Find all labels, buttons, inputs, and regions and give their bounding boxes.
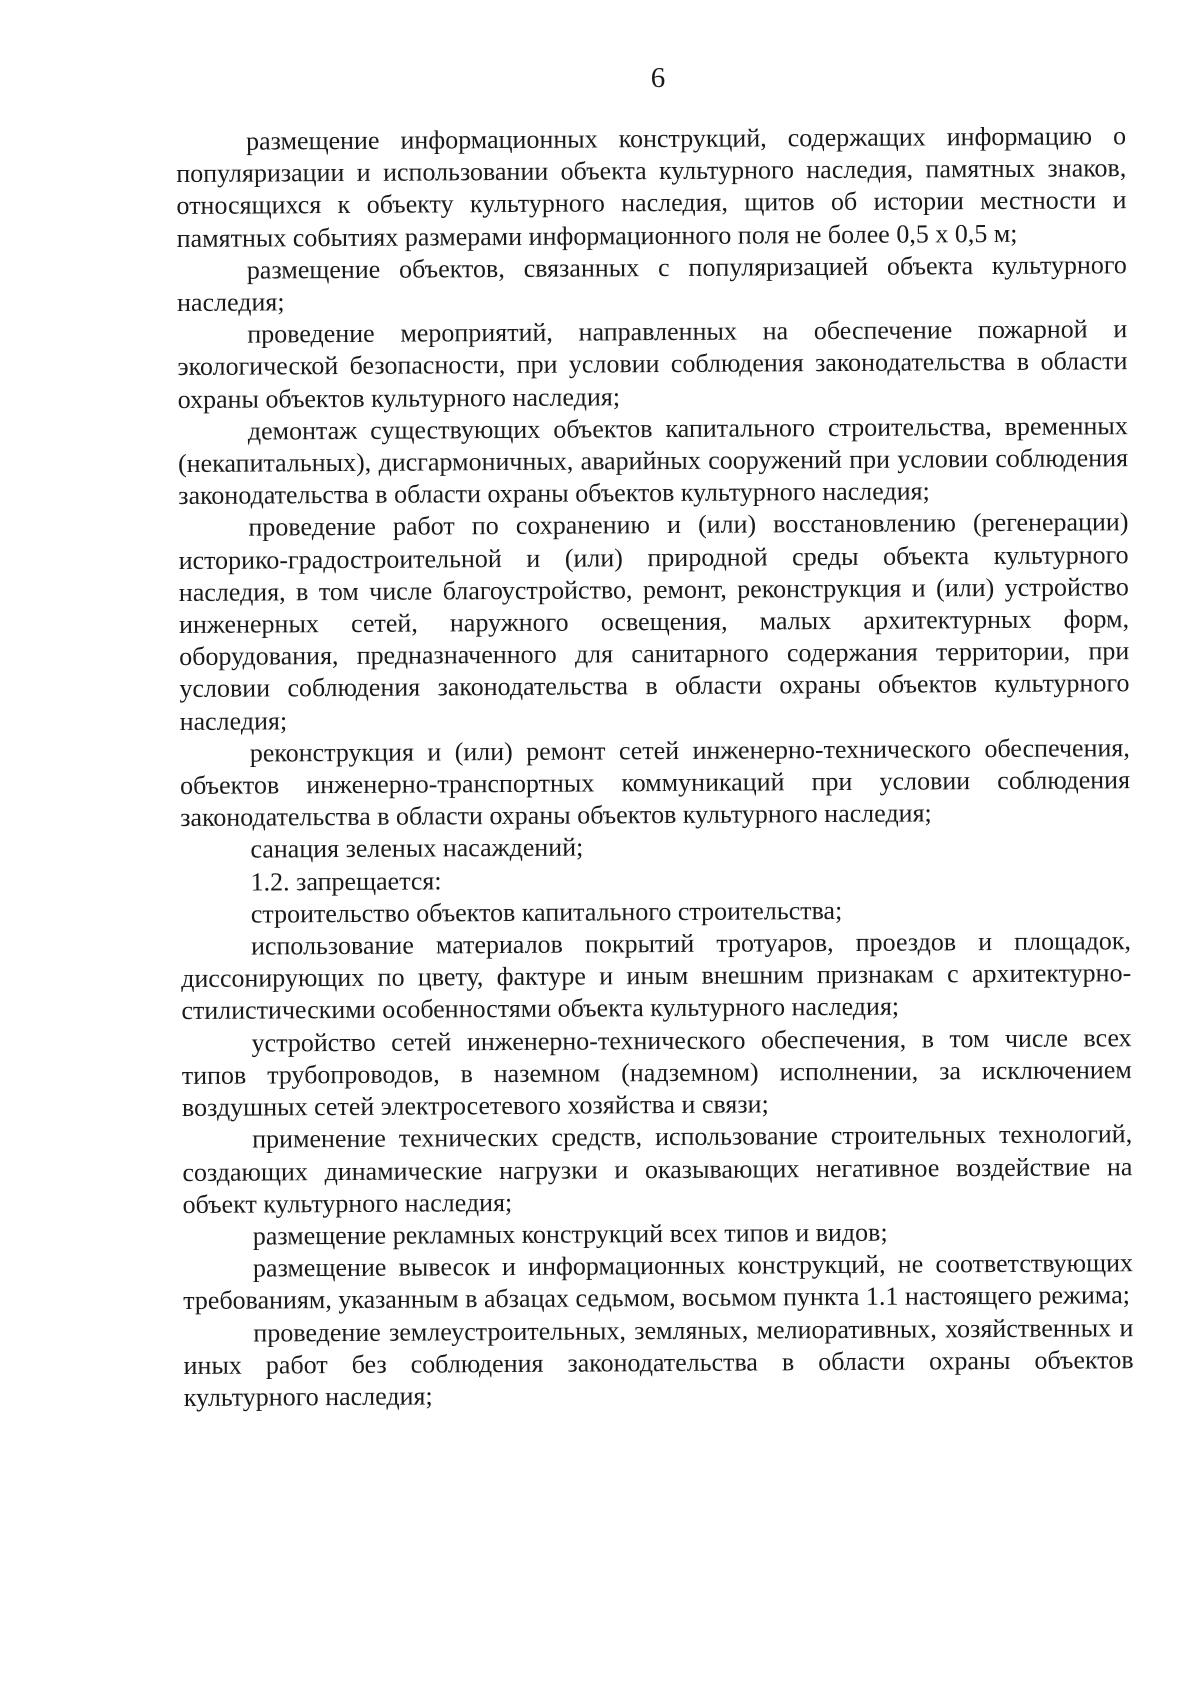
paragraph: размещение рекламных конструкций всех типов и видов; <box>252 1217 888 1251</box>
document-body <box>176 120 1134 1414</box>
paragraph: размещение объектов, связанных с популяризацией объекта культурного наследия; <box>176 250 1127 318</box>
paragraph: демонтаж существующих объектов капитального строительства, временных (некапитальных), дисгармоничных, аварийных сооружений при условии соблюдения законодательства в области охраны объектов культурного наследия; <box>177 411 1129 511</box>
paragraph: размещение вывесок и информационных конструкций, не соответствующих требованиям, указанным в абзацах седьмом, восьмом пункта 1.1 настоящего режима; <box>183 1248 1134 1316</box>
paragraph: применение технических средств, использование строительных технологий, создающих динамические нагрузки и оказывающих негативное воздействие на объект культурного наследия; <box>182 1119 1133 1219</box>
paragraph: проведение работ по сохранению и (или) восстановлению (регенерации) историко-градостроительной и (или) природной среды объекта культурного наследия, в том числе благоустройство, ремонт, реконструкция и (или) устройство инженерных сетей, наружного освещения, малых архитектурных форм, оборудования, предназначенного для санитарного содержания территории, при условии соблюдения законодательства в области охраны объектов культурного наследия; <box>178 507 1130 736</box>
paragraph: реконструкция и (или) ремонт сетей инженерно-технического обеспечения, объектов инженерно-транспортных коммуникаций при условии соблюдения законодательства в области охраны объектов культурного наследия; <box>179 733 1131 833</box>
paragraph: проведение мероприятий, направленных на обеспечение пожарной и экологической безопасности, при условии соблюдения законодательства в области охраны объектов культурного наследия; <box>177 314 1128 414</box>
page-number: 6 <box>650 62 666 94</box>
paragraph: строительство объектов капитального строительства; <box>250 895 843 929</box>
paragraph: размещение информационных конструкций, содержащих информацию о популяризации и использовании объекта культурного наследия, памятных знаков, относящихся к объекту культурного наследия, щитов об истории местности и памятных событиях размерами информационного поля не более 0,5 х 0,5 м; <box>176 121 1127 253</box>
paragraph: использование материалов покрытий тротуаров, проездов и площадок, диссонирующих по цвету, фактуре и иным внешним признакам с архитектурно-стилистическими особенностями объекта культурного наследия; <box>181 926 1132 1026</box>
paragraph: проведение землеустроительных, земляных, мелиоративных, хозяйственных и иных работ без соблюдения законодательства в области охраны объектов культурного наследия; <box>183 1312 1134 1412</box>
paragraph: санация зеленых насаждений; <box>250 832 584 865</box>
section-heading: 1.2. запрещается: <box>250 866 442 897</box>
paragraph: устройство сетей инженерно-технического обеспечения, в том числе всех типов трубопроводов, в наземном (надземном) исполнении, за исключением воздушных сетей электросетевого хозяйства и связи; <box>181 1022 1132 1123</box>
